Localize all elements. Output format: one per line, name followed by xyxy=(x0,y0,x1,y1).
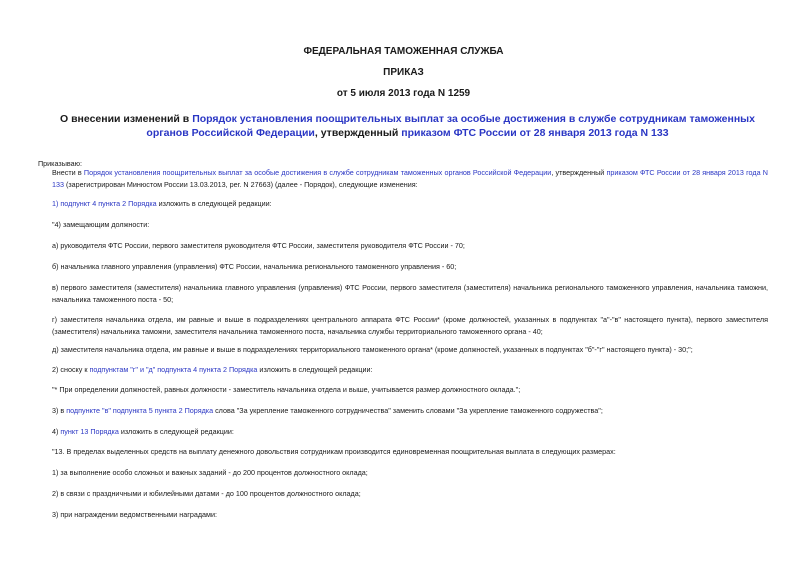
item-4-text-2: изложить в следующей редакции: xyxy=(118,427,234,436)
agency-heading: ФЕДЕРАЛЬНАЯ ТАМОЖЕННАЯ СЛУЖБА xyxy=(303,46,504,57)
title-link-procedure[interactable]: Порядок установления поощрительных выплат за особые достижения в службе сотрудникам таможенных органов Российской Федерации xyxy=(146,113,755,139)
footnote-text: "* При определении должностей, равных должности - заместитель начальника отдела и выше, учитывается размер должностного оклада."; xyxy=(52,385,521,394)
intro-link-procedure[interactable]: Порядок установления поощрительных выплат за особые достижения в службе сотрудникам таможенных органов Российской Федерации xyxy=(83,168,552,177)
subitem-d: д) заместителя начальника отдела, им равные и выше в подразделениях территориального таможенного органа* (кроме должностей, указанных в подпунктах "б"-"г" настоящего пункта) - 30;"; xyxy=(52,345,693,354)
item-3 xyxy=(38,405,782,417)
sub-2: 2) в связи с праздничными и юбилейными датами - до 100 процентов должностного оклада; xyxy=(52,489,361,498)
sub-1: 1) за выполнение особо сложных и важных заданий - до 200 процентов должностного оклада; xyxy=(52,468,368,477)
intro-text-2: , утвержденный xyxy=(551,168,607,177)
title-link-order[interactable]: приказом ФТС России от 28 января 2013 года N 133 xyxy=(401,127,669,139)
item-3-text-1: 3) в xyxy=(52,406,67,415)
item-1-text: изложить в следующей редакции: xyxy=(156,199,272,208)
subitem-v: в) первого заместителя (заместителя) начальника главного управления (управления) ФТС России, первого заместителя (заместителя) начальника регионального таможенного управления, начальника таможни, начальника таможенного поста - 50; xyxy=(52,283,768,304)
item-3-link[interactable]: подпункте "в" подпункта 5 пункта 2 Порядка xyxy=(66,406,214,415)
item-2-link[interactable]: подпунктам "г" и "д" подпункта 4 пункта 2 Порядка xyxy=(89,365,258,374)
order-statement: Приказываю: xyxy=(38,159,82,168)
title-text-2: , утвержденный xyxy=(314,127,402,139)
intro-text-1: Внести в xyxy=(52,168,84,177)
item-4-link[interactable]: пункт 13 Порядка xyxy=(60,427,119,436)
item-2-text-1: 2) сноску к xyxy=(52,365,90,374)
item-1 xyxy=(38,198,782,210)
doc-type-heading: ПРИКАЗ xyxy=(383,67,424,78)
item-4 xyxy=(38,426,782,438)
item-3-text-2: слова "За укрепление таможенного сотрудничества" заменить словами "За укрепление таможенного содружества"; xyxy=(213,406,603,415)
subitem-g: г) заместителя начальника отдела, им равные и выше в подразделениях центрального аппарата ФТС России* (кроме должностей, указанных в подпунктах "а"-"в" настоящего пункта), первого заместителя (заместителя) начальника таможни, заместителя начальника таможенного поста, начальника службы территориального таможенного органа - 40; xyxy=(52,315,768,336)
subitem-b: б) начальника главного управления (управления) ФТС России, начальника регионального таможенного управления - 60; xyxy=(52,262,457,271)
intro-link-order[interactable]: приказом ФТС России от 28 января 2013 года N 133 xyxy=(52,168,768,189)
document-title xyxy=(40,112,775,140)
quote-13: "13. В пределах выделенных средств на выплату денежного довольствия сотрудникам производится единовременная поощрительная выплата в следующих размерах: xyxy=(52,447,616,456)
item-4-text-1: 4) xyxy=(52,427,61,436)
title-text-1: О внесении изменений в xyxy=(60,113,193,125)
item-2-text-2: изложить в следующей редакции: xyxy=(257,365,373,374)
item-2 xyxy=(38,364,782,376)
quote-4: "4) замещающим должности: xyxy=(52,220,150,229)
date-number-heading: от 5 июля 2013 года N 1259 xyxy=(336,88,471,99)
intro-text-3: (зарегистрирован Минюстом России 13.03.2013, рег. N 27663) (далее - Порядок), следующие изменения: xyxy=(64,179,418,189)
intro-paragraph xyxy=(38,167,768,190)
subitem-a: а) руководителя ФТС России, первого заместителя руководителя ФТС России, заместителя руководителя ФТС России - 70; xyxy=(52,241,465,250)
sub-3: 3) при награждении ведомственными наградами: xyxy=(52,510,217,519)
item-1-link[interactable]: 1) подпункт 4 пункта 2 Порядка xyxy=(52,199,157,208)
